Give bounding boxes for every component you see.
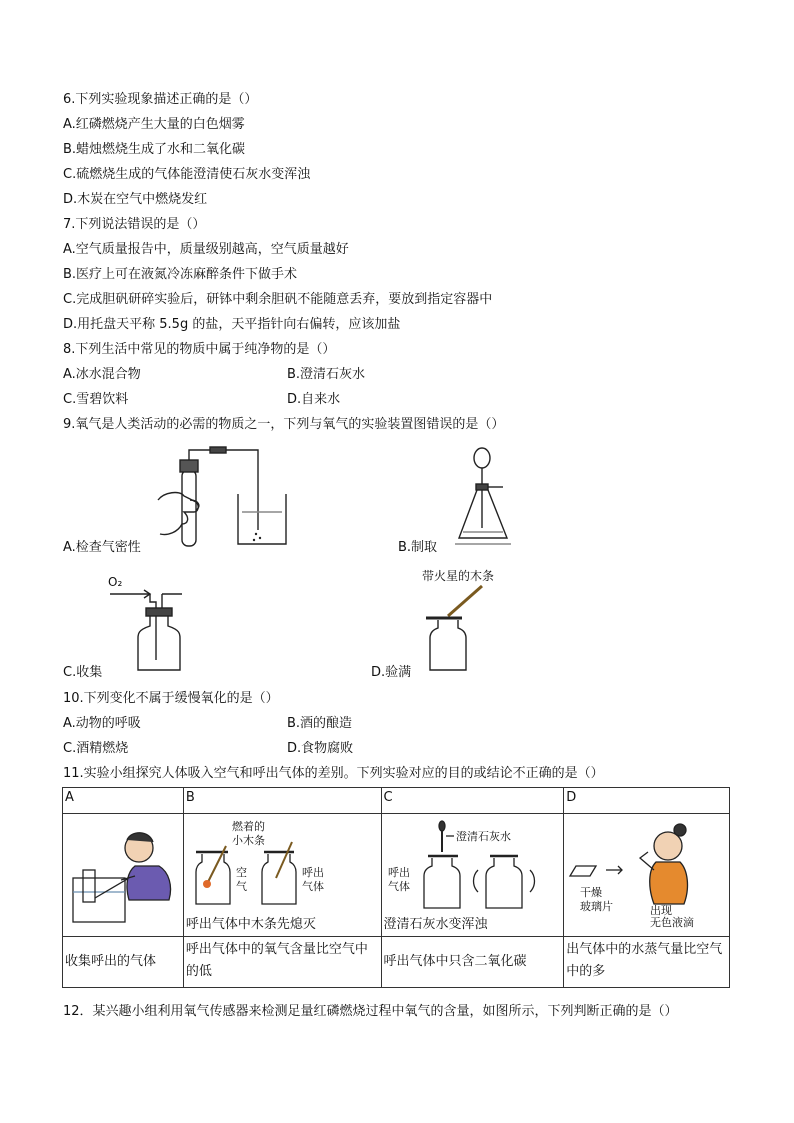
q7-option-b: B.医疗上可在液氮冷冻麻醉条件下做手术 <box>63 267 298 282</box>
q7-option-a: A.空气质量报告中，质量级别越高，空气质量越好 <box>63 242 349 257</box>
svg-text:无色液滴: 无色液滴 <box>650 916 695 929</box>
q10-option-d: D.食物腐败 <box>287 741 354 756</box>
svg-text:气: 气 <box>235 880 247 893</box>
q10-option-c: C.酒精燃烧 <box>63 741 129 756</box>
figure-limewater-test <box>386 818 562 918</box>
q6-option-d: D.木炭在空气中燃烧发红 <box>63 192 208 207</box>
q11-figure-b <box>183 814 381 937</box>
svg-text:澄清石灰水: 澄清石灰水 <box>455 830 511 843</box>
glowing-stick-label: 带火星的木条 <box>422 569 495 583</box>
q10-stem: 10.下列变化不属于缓慢氧化的是（） <box>63 691 279 706</box>
svg-text:气体: 气体 <box>387 880 410 893</box>
q11-conclusion-b: 呼出气体中的氧气含量比空气中的低 <box>183 937 381 988</box>
q7-option-c: C.完成胆矾研碎实验后，研钵中剩余胆矾不能随意丢弃，要放到指定容器中 <box>63 292 493 307</box>
q11-figure-a <box>63 814 184 937</box>
q11-figure-d <box>564 814 730 937</box>
q11-caption-b: 呼出气体中木条先熄灭 <box>185 917 316 932</box>
q10-option-a: A.动物的呼吸 <box>63 716 141 731</box>
q11-header-b: B <box>183 788 381 814</box>
q6-stem: 6.下列实验现象描述正确的是（） <box>63 92 258 107</box>
figure-airtightness-check <box>150 442 290 550</box>
q8-option-b: B.澄清石灰水 <box>287 367 366 382</box>
q11-stem: 11.实验小组探究人体吸入空气和呼出气体的差别。下列实验对应的目的或结论不正确的是（） <box>63 766 604 781</box>
svg-text:呼出: 呼出 <box>387 866 410 879</box>
svg-text:玻璃片: 玻璃片 <box>580 900 614 913</box>
q6-option-b: B.蜡烛燃烧生成了水和二氧化碳 <box>63 142 246 157</box>
q11-header-a: A <box>63 788 184 814</box>
q8-stem: 8.下列生活中常见的物质中属于纯净物的是（） <box>63 342 336 357</box>
q12-stem: 12．某兴趣小组利用氧气传感器来检测足量红磷燃烧过程中氧气的含量，如图所示，下列判断正确的是（） <box>63 1004 678 1019</box>
q6-option-a: A.红磷燃烧产生大量的白色烟雾 <box>63 117 245 132</box>
q11-conclusion-d: 出气体中的水蒸气量比空气中的多 <box>564 937 730 988</box>
svg-text:小木条: 小木条 <box>231 834 265 847</box>
q8-option-d: D.自来水 <box>287 392 341 407</box>
q9-caption-c: C.收集 <box>63 665 103 680</box>
q11-figure-c <box>381 814 564 937</box>
q8-option-a: A.冰水混合物 <box>63 367 141 382</box>
q11-conclusion-c: 呼出气体中只含二氧化碳 <box>381 937 564 988</box>
figure-oxygen-collection <box>106 574 186 674</box>
svg-text:出现: 出现 <box>650 904 673 917</box>
q11-header-c: C <box>381 788 564 814</box>
figure-burning-stick <box>188 818 378 918</box>
q9-caption-b: B.制取 <box>398 540 438 555</box>
figure-oxygen-full-check <box>418 566 518 674</box>
svg-text:干燥: 干燥 <box>580 886 603 899</box>
svg-text:燃着的: 燃着的 <box>231 820 265 833</box>
q11-header-d: D <box>564 788 730 814</box>
q8-option-c: C.雪碧饮料 <box>63 392 129 407</box>
figure-water-vapor-test <box>568 818 728 928</box>
q10-option-b: B.酒的酿造 <box>287 716 353 731</box>
o2-label: O₂ <box>108 575 123 589</box>
q11-caption-c: 澄清石灰水变浑浊 <box>383 917 488 932</box>
q9-caption-a: A.检查气密性 <box>63 540 141 555</box>
q7-stem: 7.下列说法错误的是（） <box>63 217 206 232</box>
svg-text:气体: 气体 <box>301 880 324 893</box>
svg-text:呼出: 呼出 <box>301 866 324 879</box>
q6-option-c: C.硫燃烧生成的气体能澄清使石灰水变浑浊 <box>63 167 311 182</box>
svg-text:空: 空 <box>235 866 247 879</box>
figure-oxygen-preparation <box>455 446 515 548</box>
q11-conclusion-a: 收集呼出的气体 <box>63 937 184 988</box>
q9-stem: 9.氧气是人类活动的必需的物质之一，下列与氧气的实验装置图错误的是（） <box>63 417 505 432</box>
q9-caption-d: D.验满 <box>371 665 412 680</box>
q11-table <box>62 787 730 988</box>
q7-option-d: D.用托盘天平称 5.5g 的盐，天平指针向右偏转，应该加盐 <box>63 317 401 332</box>
figure-collect-exhaled-gas <box>69 826 181 926</box>
